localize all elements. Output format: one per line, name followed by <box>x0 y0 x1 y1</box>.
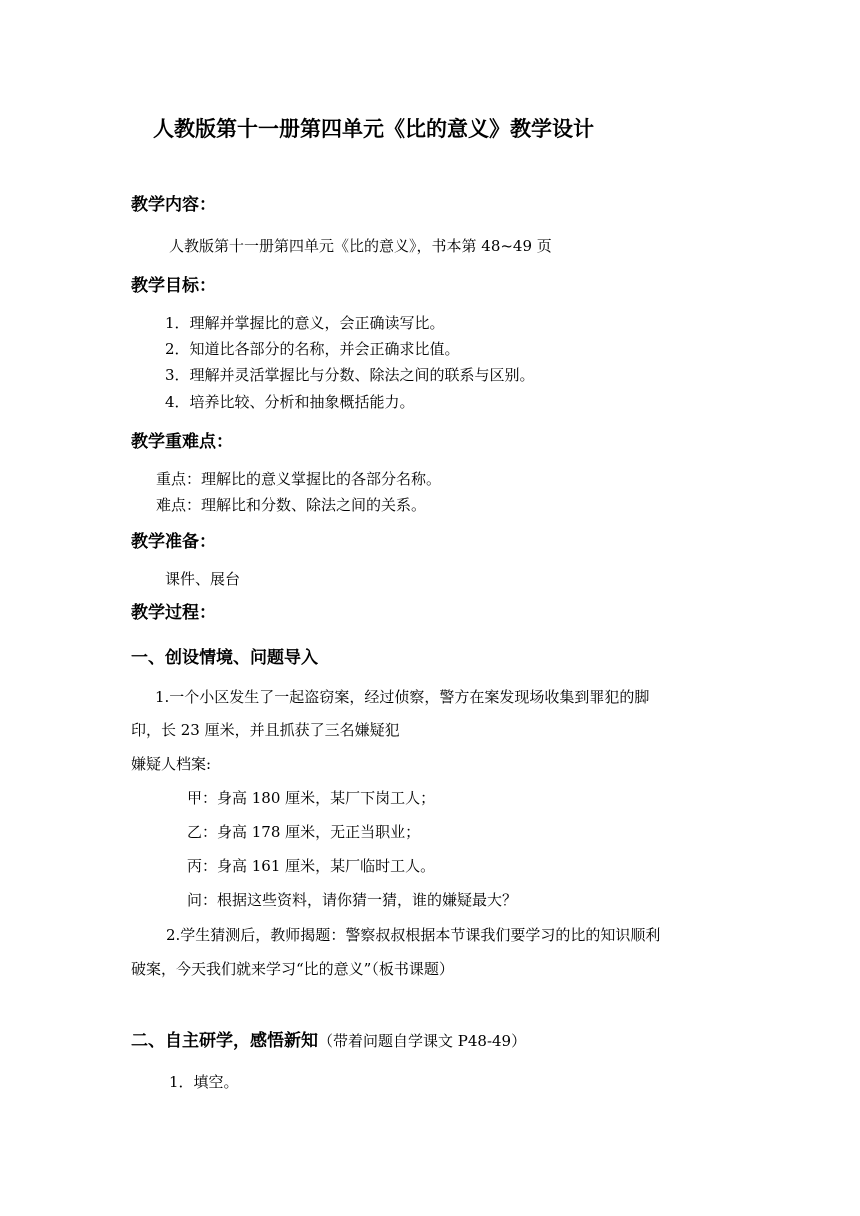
question-text: 问：根据这些资料，请你猜一猜，谁的嫌疑最大？ <box>187 891 518 909</box>
keypoints-heading: 教学重难点： <box>131 432 233 452</box>
goal-item: 1．理解并掌握比的意义，会正确读写比。 <box>165 314 445 332</box>
goal-item: 4．培养比较、分析和抽象概括能力。 <box>165 393 415 411</box>
section1-paragraph2: 2.学生猜测后，教师揭题：警察叔叔根据本节课我们要学习的比的知识顺利 <box>166 926 661 944</box>
content-heading: 教学内容： <box>131 195 216 215</box>
section1-paragraph1: 1.一个小区发生了一起盗窃案，经过侦察，警方在案发现场收集到罪犯的脚 <box>155 688 650 706</box>
goal-item: 3．理解并灵活掌握比与分数、除法之间的联系与区别。 <box>165 366 535 384</box>
section2-note: （带着问题自学课文 P48-49） <box>318 1032 527 1050</box>
key-point: 重点：理解比的意义掌握比的各部分名称。 <box>156 470 442 488</box>
goal-item: 2．知道比各部分的名称，并会正确求比值。 <box>165 340 460 358</box>
section2-item: 1．填空。 <box>169 1073 239 1091</box>
suspect-item: 甲：身高 180 厘米，某厂下岗工人； <box>187 789 436 807</box>
goals-heading: 教学目标： <box>131 276 216 296</box>
process-heading: 教学过程： <box>131 603 216 623</box>
prep-heading: 教学准备： <box>131 532 216 552</box>
section1-paragraph1-cont: 印，长 23 厘米，并且抓获了三名嫌疑犯 <box>131 721 400 739</box>
suspect-profile-label: 嫌疑人档案: <box>131 755 212 773</box>
section1-heading: 一、创设情境、问题导入 <box>131 648 318 668</box>
prep-text: 课件、展台 <box>165 570 241 588</box>
content-text: 人教版第十一册第四单元《比的意义》，书本第 48~49 页 <box>169 237 552 255</box>
document-title: 人教版第十一册第四单元《比的意义》教学设计 <box>153 117 594 141</box>
section1-paragraph2-cont: 破案，今天我们就来学习“比的意义”（板书课题） <box>131 960 454 978</box>
section2-heading-text: 二、自主研学，感悟新知 <box>131 1031 318 1051</box>
suspect-item: 乙：身高 178 厘米，无正当职业； <box>187 823 421 841</box>
suspect-item: 丙：身高 161 厘米，某厂临时工人。 <box>187 857 436 875</box>
difficult-point: 难点：理解比和分数、除法之间的关系。 <box>156 496 427 514</box>
section2-heading <box>131 1031 526 1051</box>
